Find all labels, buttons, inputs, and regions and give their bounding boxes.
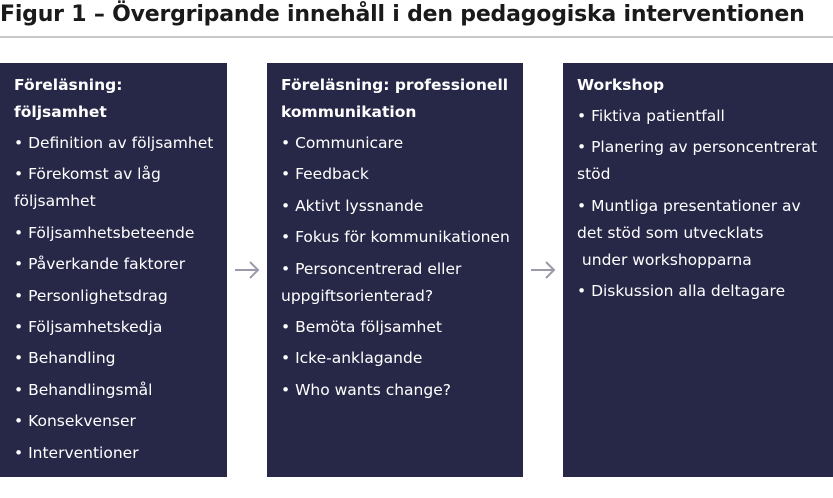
list-item: under workshopparna — [577, 250, 752, 269]
box-heading: Workshop — [577, 76, 665, 94]
list-item: • Icke-anklagande — [281, 349, 423, 368]
list-item: • Communicare — [281, 134, 404, 152]
box-item-list — [281, 130, 513, 404]
list-item: • Feedback — [281, 165, 369, 184]
title-divider — [0, 36, 833, 38]
box-item-list — [577, 103, 823, 305]
list-item: • Behandlingsmål — [14, 380, 153, 399]
box-heading: Föreläsning: professionell kommunikation — [281, 76, 509, 121]
list-item: • Aktivt lyssnande — [281, 196, 424, 215]
box-item-list — [14, 130, 217, 498]
box-workshop — [563, 63, 833, 477]
list-item: • Fokus för kommunikationen — [281, 228, 510, 247]
list-item: • Personlighetsdrag — [14, 286, 168, 305]
list-item: • Följsamhetsbeteende — [14, 223, 195, 242]
arrow-right-icon — [528, 258, 558, 282]
list-item: • Lagstiftning — [14, 474, 120, 493]
list-item: • Diskussion alla deltagare — [577, 282, 786, 301]
list-item: • Planering av personcentrerat stöd — [577, 138, 818, 184]
list-item: • Who wants change? — [281, 380, 451, 399]
list-item: • Konsekvenser — [14, 412, 136, 431]
arrow-right-icon — [232, 258, 262, 282]
list-item: • Följsamhetskedja — [14, 317, 163, 336]
list-item: • Fiktiva patientfall — [577, 107, 725, 125]
list-item: • Förekomst av låg följsamhet — [14, 165, 161, 211]
figure-title: Figur 1 – Övergripande innehåll i den pedagogiska interventionen — [0, 2, 805, 27]
list-item: • Bemöta följsamhet — [281, 317, 442, 336]
box-heading: Föreläsning: följsamhet — [14, 76, 123, 121]
list-item: • Behandling — [14, 349, 116, 368]
list-item: • Påverkande faktorer — [14, 255, 186, 274]
list-item: • Definition av följsamhet — [14, 134, 214, 152]
box-lecture-adherence — [0, 63, 227, 493]
list-item: • Interventioner — [14, 443, 139, 462]
list-item: • Personcentrerad eller uppgiftsorienterad? — [281, 259, 462, 305]
list-item: • Muntliga presentationer av det stöd som utvecklats — [577, 196, 801, 242]
box-lecture-communication — [267, 63, 523, 477]
